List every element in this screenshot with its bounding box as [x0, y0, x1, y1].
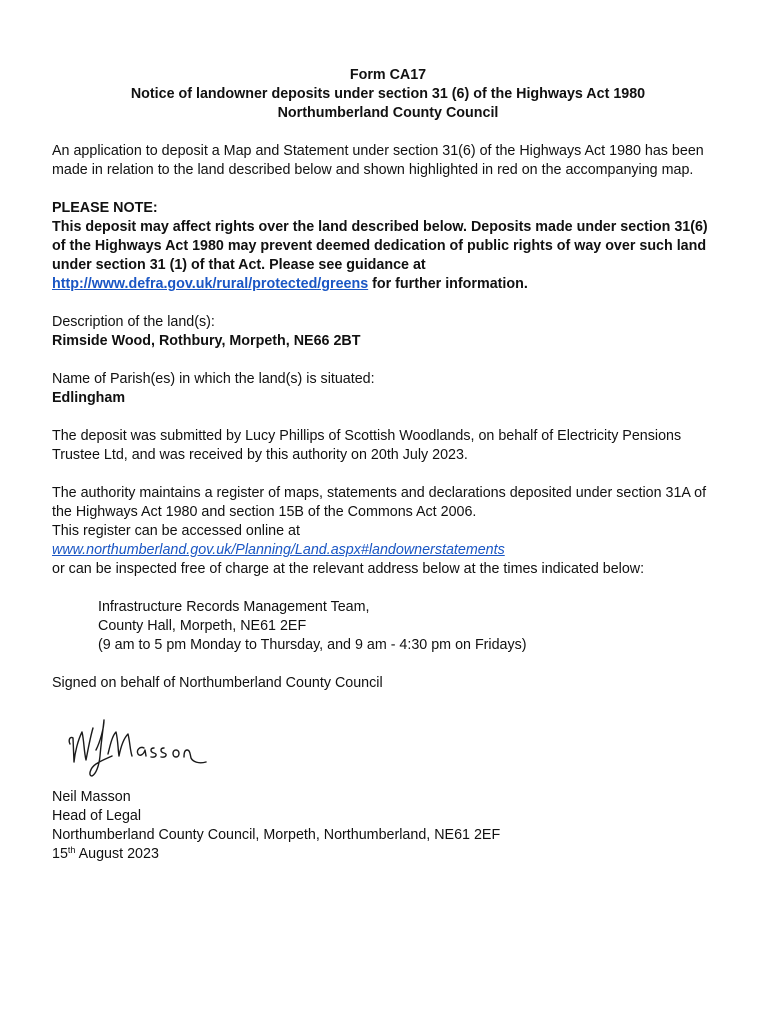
council-name: Northumberland County Council	[277, 105, 499, 121]
register-link[interactable]: www.northumberland.gov.uk/Planning/Land.aspx#landownerstatements	[52, 542, 505, 558]
signatory-name: Neil Masson	[52, 789, 131, 805]
signed-on-behalf: Signed on behalf of Northumberland County Council	[52, 675, 383, 691]
submission-paragraph: The deposit was submitted by Lucy Phillips of Scottish Woodlands, on behalf of Electricity Pensions Trustee Ltd, and was received by this authority on 20th July 2023.	[52, 428, 682, 463]
register-section	[52, 484, 724, 579]
signature-graphic	[64, 710, 234, 782]
register-online-label: This register can be accessed online at	[52, 523, 300, 539]
signature-date	[52, 845, 724, 864]
note-heading: PLEASE NOTE:	[52, 200, 158, 216]
land-value: Rimside Wood, Rothbury, Morpeth, NE66 2BT	[52, 333, 361, 349]
address-line-3: (9 am to 5 pm Monday to Thursday, and 9 am - 4:30 pm on Fridays)	[98, 637, 527, 653]
note-after-link: for further information.	[368, 276, 528, 292]
land-label: Description of the land(s):	[52, 314, 215, 330]
note-section	[52, 199, 724, 294]
parish-value: Edlingham	[52, 390, 126, 406]
document-page	[52, 66, 724, 864]
register-inspect-text: or can be inspected free of charge at the relevant address below at the times indicated below:	[52, 561, 645, 577]
note-text: This deposit may affect rights over the land described below. Deposits made under section 31(6) of the Highways Act 1980 may prevent deemed dedication of public rights of way over such land under section 31 (1) of that Act. Please see guidance at	[52, 219, 708, 273]
signatory-block	[52, 788, 724, 864]
intro-paragraph: An application to deposit a Map and Statement under section 31(6) of the Highways Act 1980 has been made in relation to the land described below and shown highlighted in red on the accompanying map.	[52, 143, 704, 178]
inspection-address	[98, 598, 724, 655]
address-line-1: Infrastructure Records Management Team,	[98, 599, 370, 615]
document-title: Notice of landowner deposits under section 31 (6) of the Highways Act 1980	[130, 86, 646, 102]
address-line-2: County Hall, Morpeth, NE61 2EF	[98, 618, 307, 634]
land-section	[52, 313, 724, 351]
signatory-role: Head of Legal	[52, 808, 142, 824]
register-text: The authority maintains a register of maps, statements and declarations deposited under section 31A of the Highways Act 1980 and section 15B of the Commons Act 2006.	[52, 485, 707, 520]
handwritten-signature	[52, 708, 724, 784]
signatory-address: Northumberland County Council, Morpeth, Northumberland, NE61 2EF	[52, 827, 501, 843]
date-month-year: August 2023	[75, 846, 159, 862]
parish-section	[52, 370, 724, 408]
defra-guidance-link[interactable]: http://www.defra.gov.uk/rural/protected/greens	[52, 276, 369, 292]
document-header	[52, 66, 724, 123]
parish-label: Name of Parish(es) in which the land(s) is situated:	[52, 371, 375, 387]
date-day: 15	[52, 846, 68, 862]
date-suffix: th	[67, 845, 76, 855]
form-id: Form CA17	[349, 67, 427, 83]
